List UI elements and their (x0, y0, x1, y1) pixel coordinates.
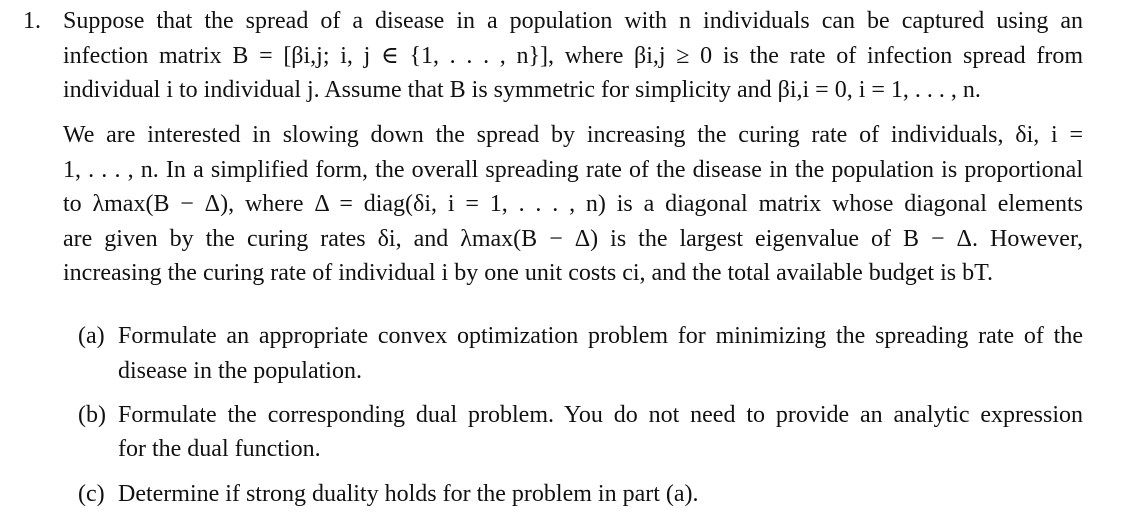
body-paragraph-line-4: are given by the curing rates δi, and λmax(B − Δ) is the largest eigenvalue of B − Δ. However, (63, 226, 1083, 252)
part-a-line-1: Formulate an appropriate convex optimization problem for minimizing the spreading rate of the (118, 323, 1083, 349)
part-a-line-2: disease in the population. (118, 358, 362, 384)
intro-paragraph-line-3: individual i to individual j. Assume that B is symmetric for simplicity and βi,i = 0, i = 1, . . . , n. (63, 77, 981, 103)
part-a-label: (a) (78, 323, 105, 349)
intro-paragraph-line-2: infection matrix B = [βi,j; i, j ∈ {1, . . . , n}], where βi,j ≥ 0 is the rate of infection spread from (63, 43, 1083, 69)
problem-number: 1. (23, 8, 41, 34)
part-c-label: (c) (78, 481, 105, 507)
part-b-line-1: Formulate the corresponding dual problem. You do not need to provide an analytic expression (118, 402, 1083, 428)
body-paragraph-line-5: increasing the curing rate of individual i by one unit costs ci, and the total available budget is bT. (63, 260, 993, 286)
body-paragraph-line-1: We are interested in slowing down the spread by increasing the curing rate of individuals, δi, i = (63, 122, 1083, 148)
part-b-label: (b) (78, 402, 106, 428)
body-paragraph-line-3: to λmax(B − Δ), where Δ = diag(δi, i = 1, . . . , n) is a diagonal matrix whose diagonal elements (63, 191, 1083, 217)
body-paragraph-line-2: 1, . . . , n. In a simplified form, the overall spreading rate of the disease in the population is proportional (63, 157, 1083, 183)
part-b-line-2: for the dual function. (118, 436, 321, 462)
intro-paragraph-line-1: Suppose that the spread of a disease in a population with n individuals can be captured using an (63, 8, 1083, 34)
part-c-line-1: Determine if strong duality holds for the problem in part (a). (118, 481, 699, 507)
